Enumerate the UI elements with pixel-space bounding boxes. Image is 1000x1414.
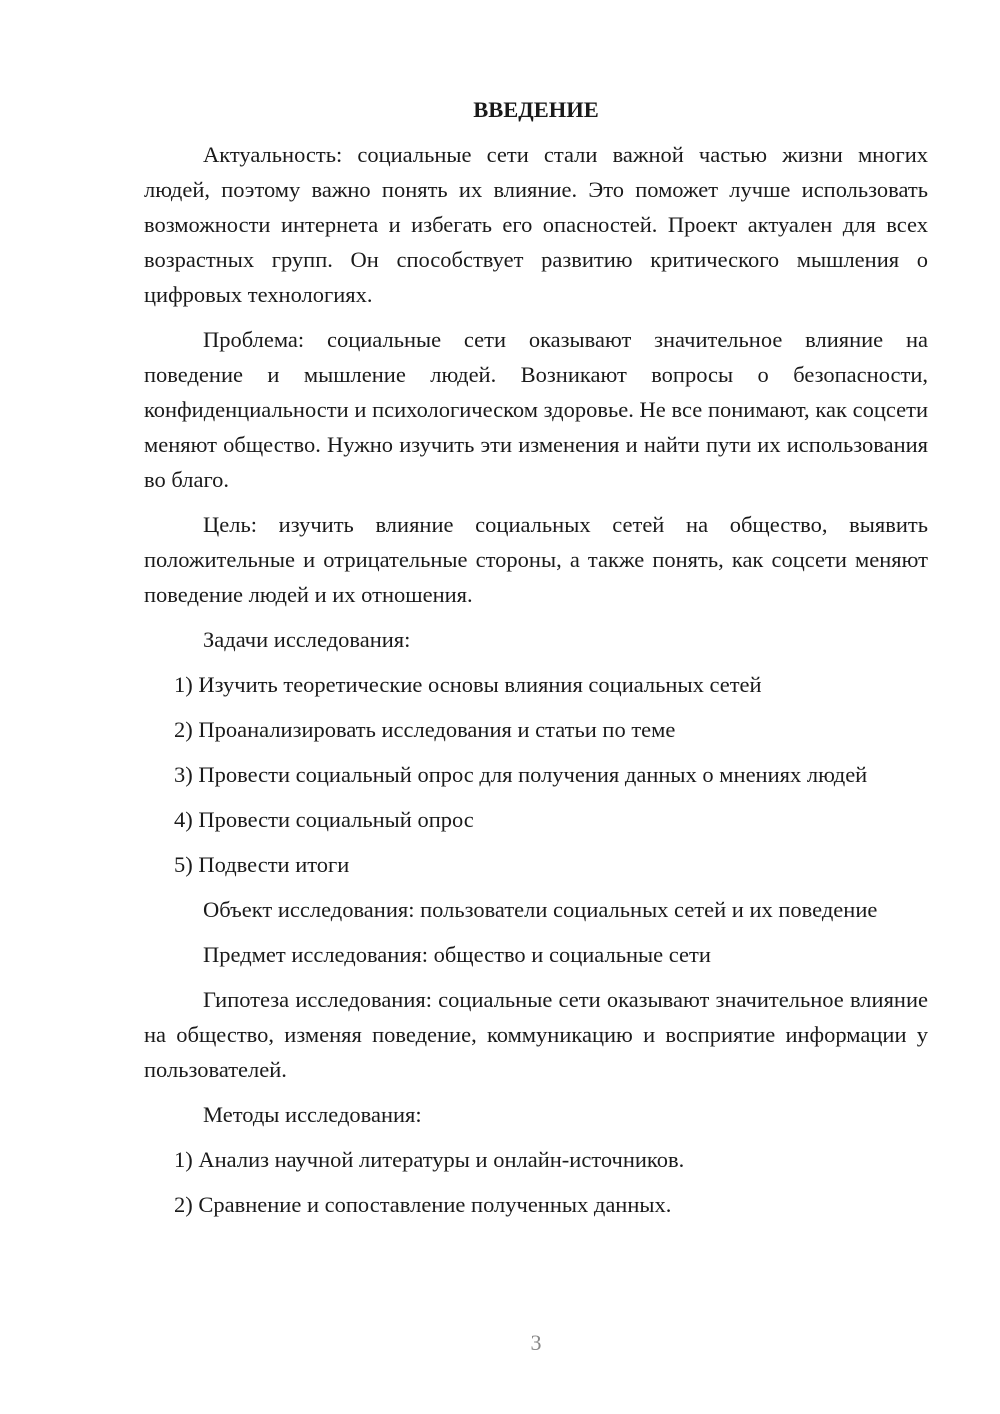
paragraph-relevance: Актуальность: социальные сети стали важной частью жизни многих людей, поэтому важно понять их влияние. Это поможет лучше использовать возможности интернета и избегать его опасностей. Проект актуален для всех возрастных групп. Он способствует развитию критического мышления о цифровых технологиях. bbox=[144, 142, 928, 307]
paragraph-problem: Проблема: социальные сети оказывают значительное влияние на поведение и мышление людей. Возникают вопросы о безопасности, конфиденциальности и психологическом здоровье. Не все понимают, как соцсети меняют общество. Нужно изучить эти изменения и найти пути их использования во благо. bbox=[144, 327, 928, 492]
method-item-1: 1) Анализ научной литературы и онлайн-источников. bbox=[174, 1147, 685, 1172]
section-title: ВВЕДЕНИЕ bbox=[473, 97, 599, 122]
page-content bbox=[144, 92, 928, 1232]
task-item-2: 2) Проанализировать исследования и статьи по теме bbox=[174, 717, 676, 742]
paragraph-hypothesis: Гипотеза исследования: социальные сети оказывают значительное влияние на общество, изменяя поведение, коммуникацию и восприятие информации у пользователей. bbox=[144, 987, 928, 1082]
task-item-3: 3) Провести социальный опрос для получения данных о мнениях людей bbox=[174, 762, 868, 787]
paragraph-object: Объект исследования: пользователи социальных сетей и их поведение bbox=[203, 897, 878, 922]
task-item-4: 4) Провести социальный опрос bbox=[174, 807, 474, 832]
method-item-2: 2) Сравнение и сопоставление полученных данных. bbox=[174, 1192, 672, 1217]
task-item-5: 5) Подвести итоги bbox=[174, 852, 350, 877]
methods-heading: Методы исследования: bbox=[203, 1102, 422, 1127]
page-number: 3 bbox=[530, 1330, 542, 1355]
task-item-1: 1) Изучить теоретические основы влияния социальных сетей bbox=[174, 672, 762, 697]
paragraph-goal: Цель: изучить влияние социальных сетей на общество, выявить положительные и отрицательные стороны, а также понять, как соцсети меняют поведение людей и их отношения. bbox=[144, 512, 928, 607]
paragraph-subject: Предмет исследования: общество и социальные сети bbox=[203, 942, 711, 967]
tasks-heading: Задачи исследования: bbox=[203, 627, 411, 652]
